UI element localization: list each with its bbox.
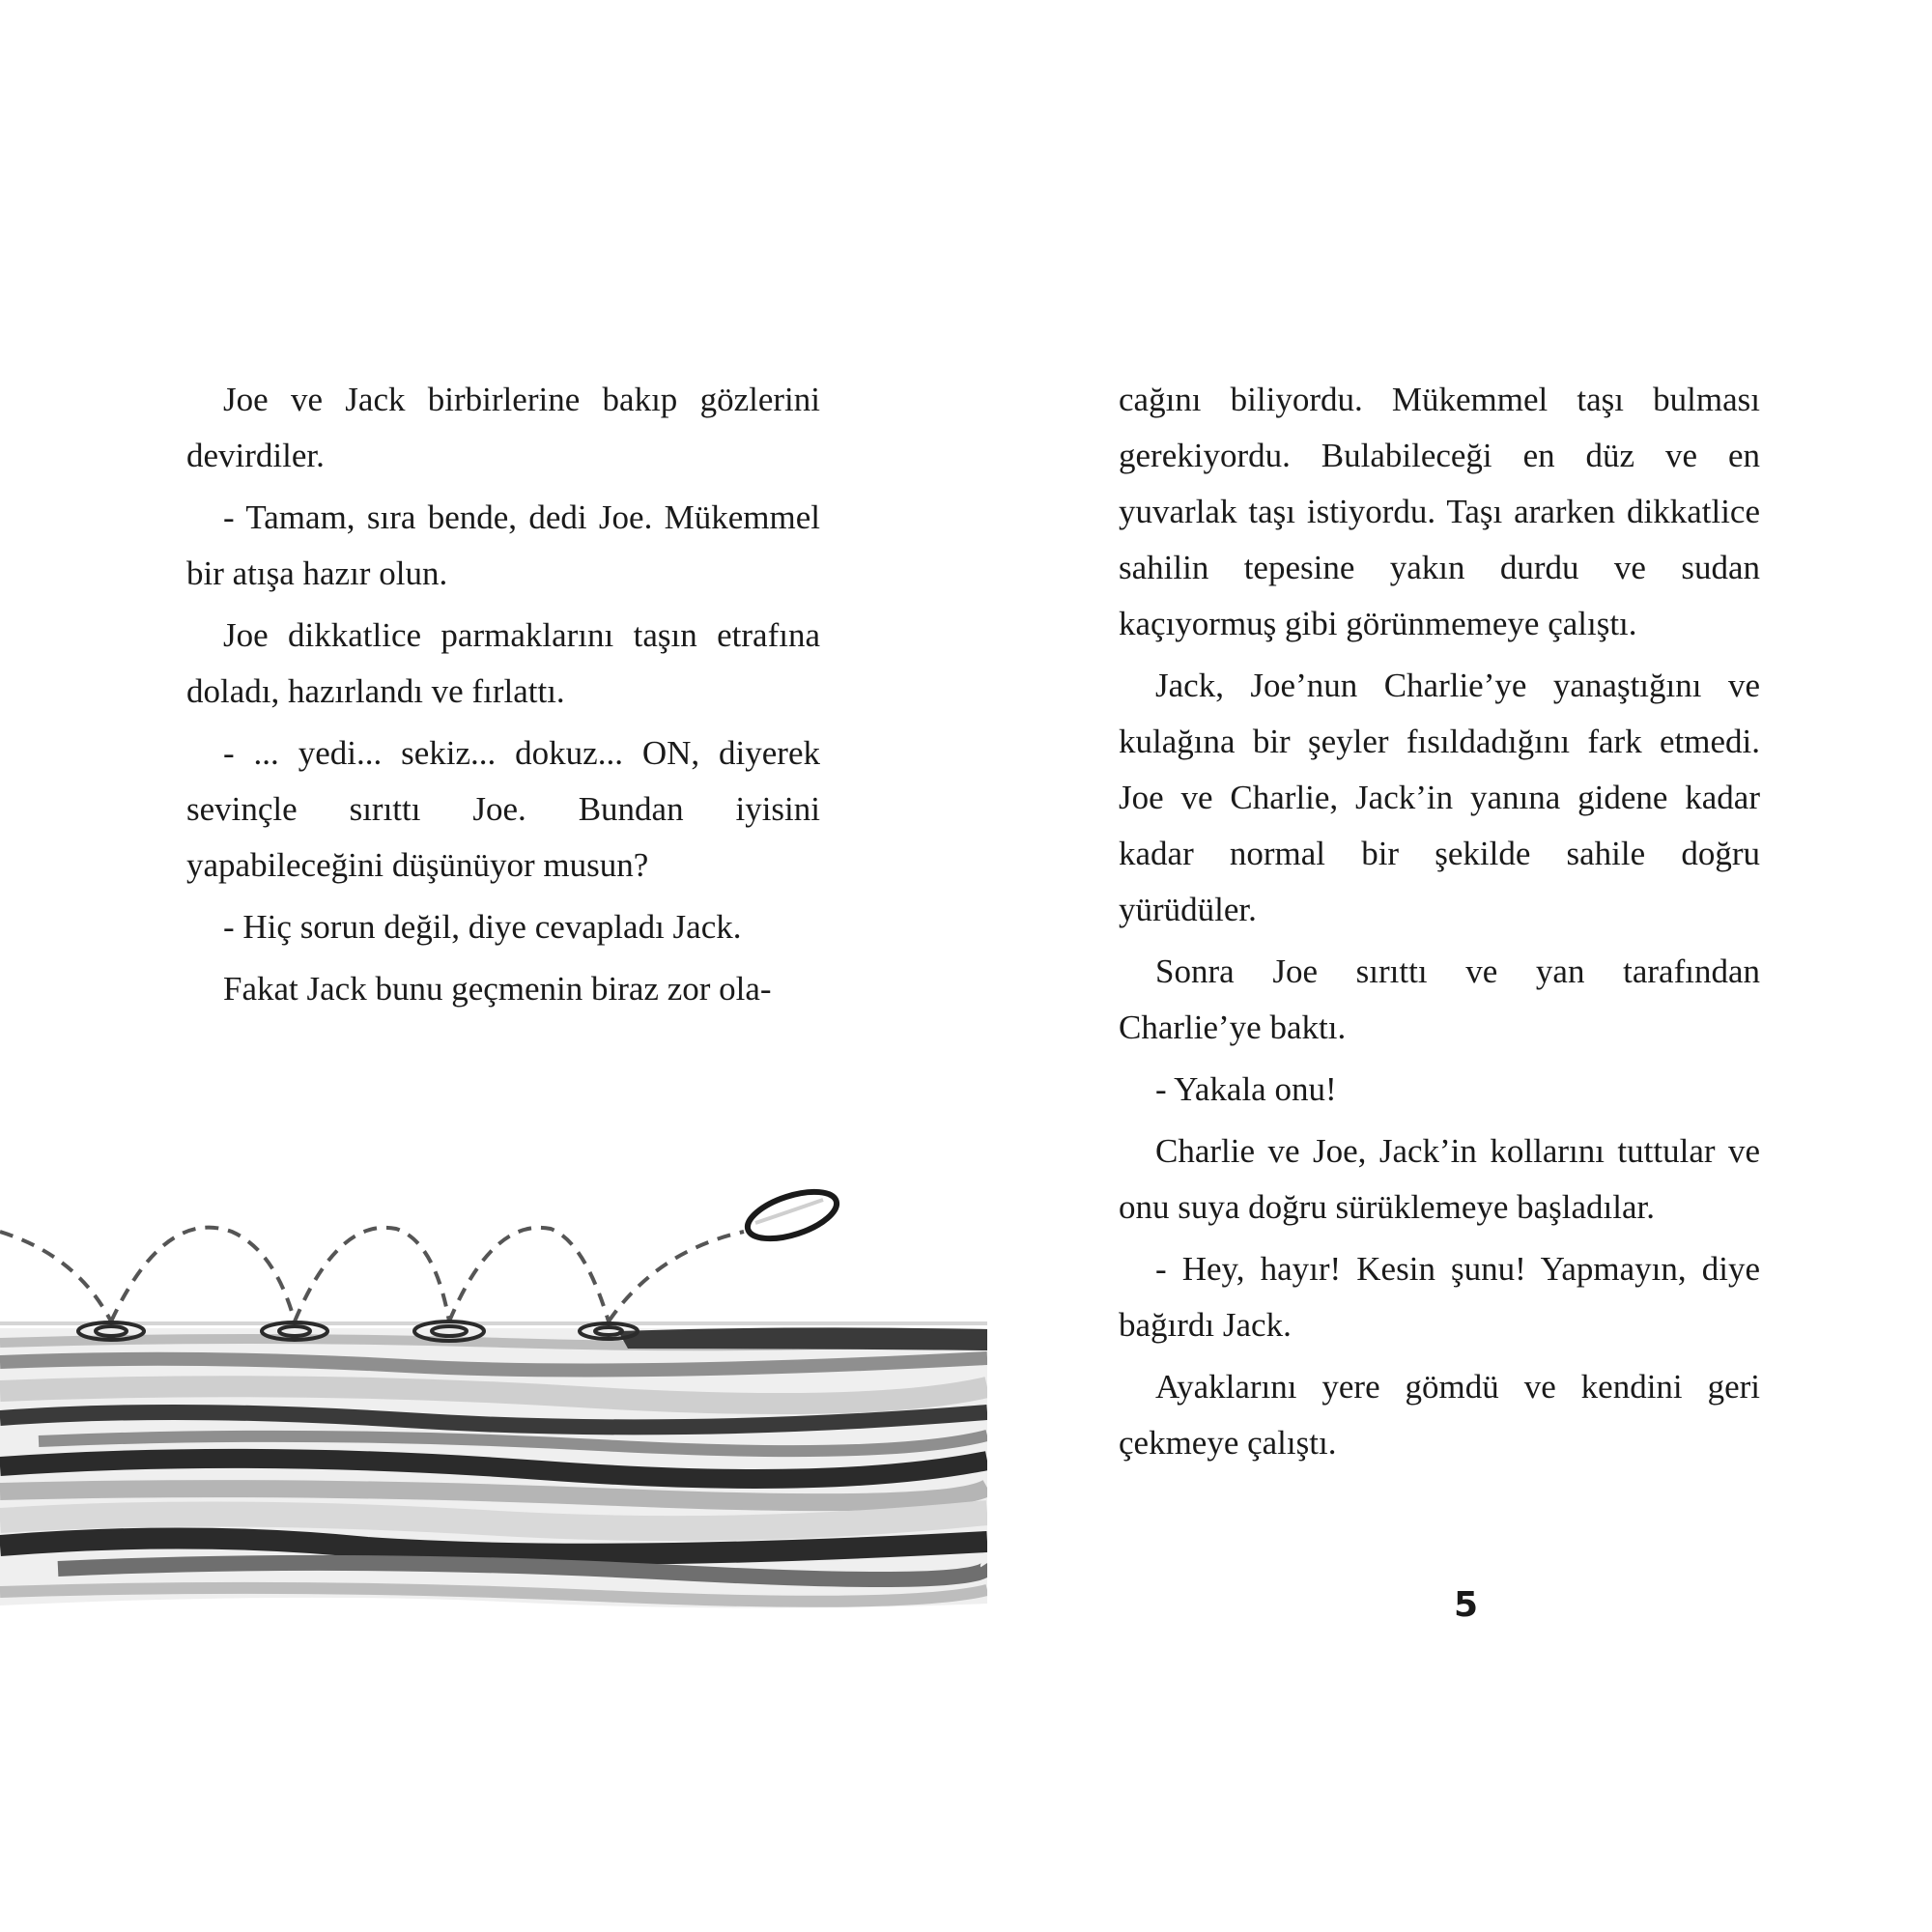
water-illustration <box>0 1159 987 1623</box>
paragraph: Jack, Joe’nun Charlie’ye yanaştığını ve kulağına bir şeyler fısıldadığını fark etmedi. Joe ve Charlie, Jack’in yanına gidene kadar kadar normal bir şekilde sahile doğru yürüdüler. <box>1119 667 1760 928</box>
right-page-text <box>1119 372 1760 1477</box>
paragraph: - Tamam, sıra bende, dedi Joe. Mükemmel bir atışa hazır olun. <box>186 498 820 592</box>
paragraph: Joe dikkatlice parmaklarını taşın etrafına doladı, hazırlandı ve fırlattı. <box>186 616 820 710</box>
paragraph: - Yakala onu! <box>1155 1070 1337 1108</box>
page-number: 5 <box>1454 1585 1479 1625</box>
paragraph: - ... yedi... sekiz... dokuz... ON, diyerek sevinçle sırıttı Joe. Bundan iyisini yapabileceğini düşünüyor musun? <box>186 734 820 884</box>
water-surface <box>0 1323 987 1608</box>
stone-icon <box>742 1182 842 1248</box>
stone-trajectory <box>0 1228 744 1321</box>
paragraph: cağını biliyordu. Mükemmel taşı bulması gerekiyordu. Bulabileceği en düz ve en yuvarlak taşı istiyordu. Taşı ararken dikkatlice sahilin tepesine yakın durdu ve sudan kaçıyormuş gibi görünmemeye çalıştı. <box>1119 381 1760 642</box>
paragraph: - Hiç sorun değil, diye cevapladı Jack. <box>223 908 742 946</box>
paragraph: Joe ve Jack birbirlerine bakıp gözlerini devirdiler. <box>186 381 820 474</box>
paragraph: Charlie ve Joe, Jack’in kollarını tuttular ve onu suya doğru sürüklemeye başladılar. <box>1119 1132 1760 1226</box>
paragraph: Sonra Joe sırıttı ve yan tarafından Charlie’ye baktı. <box>1119 952 1760 1046</box>
paragraph: - Hey, hayır! Kesin şunu! Yapmayın, diye bağırdı Jack. <box>1119 1250 1760 1344</box>
left-page-text <box>186 372 820 1023</box>
paragraph: Fakat Jack bunu geçmenin biraz zor ola- <box>223 970 772 1008</box>
paragraph: Ayaklarını yere gömdü ve kendini geri çekmeye çalıştı. <box>1119 1368 1760 1462</box>
right-page <box>966 0 1932 1932</box>
